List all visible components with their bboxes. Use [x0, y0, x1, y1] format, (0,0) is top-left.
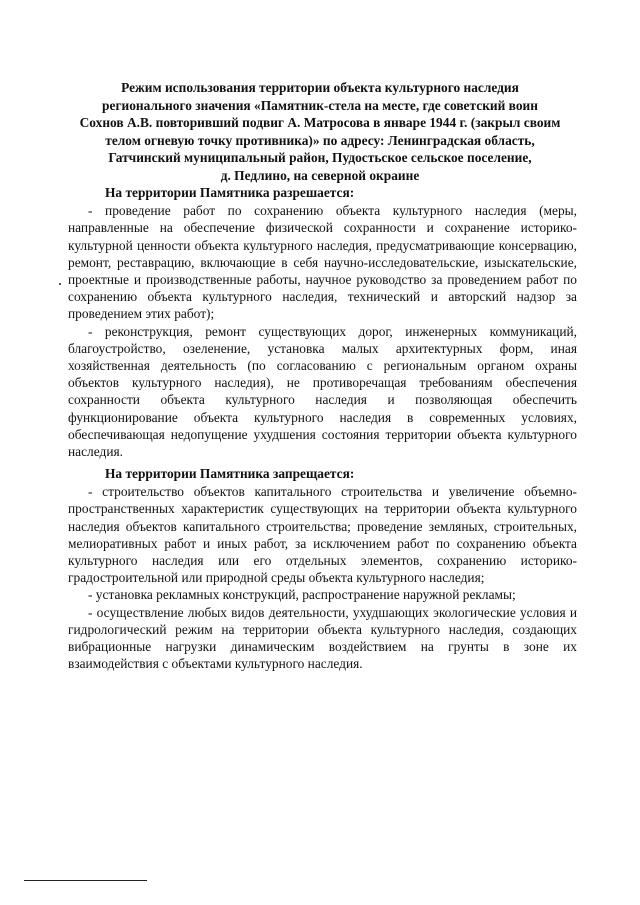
- allowed-heading: На территории Памятника разрешается:: [105, 185, 355, 200]
- forbidden-section: [68, 465, 577, 672]
- title-line: Режим использования территории объекта культурного наследия: [121, 80, 519, 95]
- forbidden-item: - осуществление любых видов деятельности, ухудшающих экологические условия и гидрологический режим на территории объекта культурного наследия, создающих вибрационные нагрузки динамическим воздействием на грунты в зоне их взаимодействия с объектами культурного наследия.: [68, 604, 577, 672]
- title-line: регионального значения «Памятник-стела на месте, где советский воин: [102, 97, 538, 113]
- title-line: Гатчинский муниципальный район, Пудостьское сельское поселение,: [108, 150, 532, 166]
- allowed-section: [68, 184, 577, 460]
- forbidden-item: - строительство объектов капитального строительства и увеличение объемно-пространственных характеристик существующих на территории объекта культурного наследия объектов капитального строительства; проведение земляных, строительных, мелиоративных работ и иных работ, за исключением работ по сохранению объекта культурного наследия или его отдельных элементов, сохранению историко-градостроительной или природной среды объекта культурного наследия;: [68, 484, 577, 586]
- title-line: телом огневую точку противника)» по адресу: Ленинградская область,: [105, 132, 535, 148]
- forbidden-item: - установка рекламных конструкций, распространение наружной рекламы;: [88, 587, 516, 603]
- allowed-item: - проведение работ по сохранению объекта культурного наследия (меры, направленные на обеспечение физической сохранности и сохранение историко-культурной ценности объекта культурного наследия, предусматривающие консервацию, ремонт, реставрацию, включающие в себя научно-исследовательские, изыскательские, проектные и производственные работы, научное руководство за проведением работ по сохранению объекта культурного наследия, технический и авторский надзор за проведением этих работ);: [68, 203, 577, 322]
- title-line: Сохнов А.В. повторивший подвиг А. Матросова в январе 1944 г. (закрыл своим: [79, 115, 561, 131]
- allowed-item: - реконструкция, ремонт существующих дорог, инженерных коммуникаций, благоустройство, озеленение, установка малых архитектурных форм, иная хозяйственная деятельность (по согласованию с региональным органом охраны объектов культурного наследия), не противоречащая требованиям обеспечения сохранности объекта культурного наследия и позволяющая обеспечить функционирование объекта культурного наследия в современных условиях, обеспечивающая недопущение ухудшения состояния территории объекта культурного наследия.: [68, 323, 577, 460]
- margin-mark: [59, 283, 61, 285]
- title-line: д. Педлино, на северной окраине: [220, 167, 420, 183]
- footnote-separator: [24, 880, 147, 881]
- forbidden-heading: На территории Памятника запрещается:: [105, 466, 355, 481]
- document-title: [60, 79, 580, 185]
